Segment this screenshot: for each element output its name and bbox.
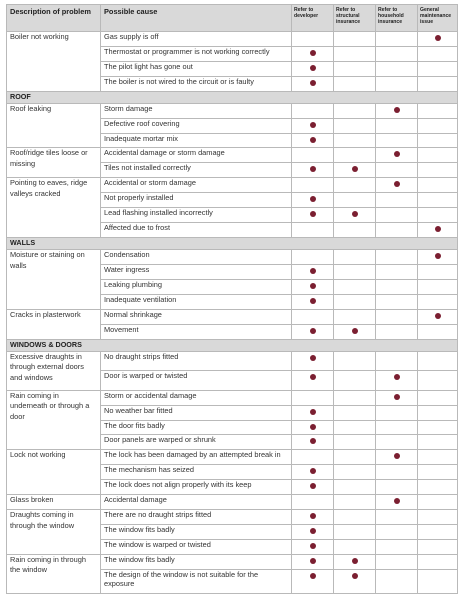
maintenance-mark-cell	[418, 480, 458, 495]
possible-cause: Accidental damage	[101, 495, 292, 510]
filled-circle-icon	[394, 107, 400, 113]
section-header-row	[7, 91, 458, 103]
filled-circle-icon	[310, 283, 316, 289]
household-insurance-mark-cell	[376, 208, 418, 223]
filled-circle-icon	[394, 374, 400, 380]
header-row	[7, 5, 458, 32]
structural-insurance-mark-cell	[334, 539, 376, 554]
household-insurance-mark-cell	[376, 539, 418, 554]
filled-circle-icon	[310, 468, 316, 474]
filled-circle-icon	[394, 453, 400, 459]
possible-cause: Storm or accidental damage	[101, 390, 292, 405]
section-header-row	[7, 339, 458, 351]
developer-mark-cell	[292, 539, 334, 554]
filled-circle-icon	[310, 211, 316, 217]
developer-mark-cell	[292, 405, 334, 420]
possible-cause: Inadequate mortar mix	[101, 133, 292, 148]
possible-cause: The lock has been damaged by an attempted break in	[101, 450, 292, 465]
structural-insurance-mark-cell	[334, 118, 376, 133]
structural-insurance-mark-cell	[334, 554, 376, 569]
possible-cause: The boiler is not wired to the circuit or is faulty	[101, 76, 292, 91]
possible-cause: Door is warped or twisted	[101, 371, 292, 391]
maintenance-mark-cell	[418, 420, 458, 435]
household-insurance-mark-cell	[376, 46, 418, 61]
possible-cause: Inadequate ventilation	[101, 294, 292, 309]
structural-insurance-mark-cell	[334, 450, 376, 465]
filled-circle-icon	[394, 394, 400, 400]
structural-insurance-mark-cell	[334, 495, 376, 510]
structural-insurance-mark-cell	[334, 510, 376, 525]
household-insurance-mark-cell	[376, 465, 418, 480]
filled-circle-icon	[310, 355, 316, 361]
problem-description: Pointing to eaves, ridge valleys cracked	[7, 178, 101, 238]
possible-cause: Gas supply is off	[101, 32, 292, 47]
developer-mark-cell	[292, 554, 334, 569]
developer-mark-cell	[292, 294, 334, 309]
household-insurance-mark-cell	[376, 405, 418, 420]
maintenance-table	[6, 4, 458, 594]
header-description: Description of problem	[7, 5, 101, 32]
problem-description: Excessive draughts in through external doors and windows	[7, 351, 101, 390]
household-insurance-mark-cell	[376, 148, 418, 163]
household-insurance-mark-cell	[376, 178, 418, 193]
filled-circle-icon	[310, 438, 316, 444]
section-title: ROOF	[7, 91, 458, 103]
structural-insurance-mark-cell	[334, 435, 376, 450]
header-possible-cause: Possible cause	[101, 5, 292, 32]
developer-mark-cell	[292, 510, 334, 525]
maintenance-mark-cell	[418, 133, 458, 148]
filled-circle-icon	[310, 196, 316, 202]
maintenance-mark-cell	[418, 148, 458, 163]
developer-mark-cell	[292, 495, 334, 510]
structural-insurance-mark-cell	[334, 223, 376, 238]
structural-insurance-mark-cell	[334, 133, 376, 148]
maintenance-mark-cell	[418, 178, 458, 193]
structural-insurance-mark-cell	[334, 405, 376, 420]
maintenance-mark-cell	[418, 163, 458, 178]
problem-description: Moisture or staining on walls	[7, 250, 101, 310]
structural-insurance-mark-cell	[334, 76, 376, 91]
developer-mark-cell	[292, 178, 334, 193]
household-insurance-mark-cell	[376, 309, 418, 324]
header-refer-developer: Refer to developer	[292, 5, 334, 32]
filled-circle-icon	[435, 313, 441, 319]
maintenance-mark-cell	[418, 390, 458, 405]
table-row	[7, 495, 458, 510]
maintenance-mark-cell	[418, 61, 458, 76]
problem-description: Roof/ridge tiles loose or missing	[7, 148, 101, 178]
filled-circle-icon	[310, 374, 316, 380]
filled-circle-icon	[310, 268, 316, 274]
structural-insurance-mark-cell	[334, 250, 376, 265]
household-insurance-mark-cell	[376, 450, 418, 465]
maintenance-mark-cell	[418, 32, 458, 47]
maintenance-mark-cell	[418, 465, 458, 480]
filled-circle-icon	[352, 558, 358, 564]
structural-insurance-mark-cell	[334, 193, 376, 208]
filled-circle-icon	[352, 328, 358, 334]
household-insurance-mark-cell	[376, 279, 418, 294]
possible-cause: Condensation	[101, 250, 292, 265]
table-row	[7, 178, 458, 193]
household-insurance-mark-cell	[376, 525, 418, 540]
filled-circle-icon	[435, 226, 441, 232]
structural-insurance-mark-cell	[334, 420, 376, 435]
filled-circle-icon	[310, 409, 316, 415]
developer-mark-cell	[292, 465, 334, 480]
table-row	[7, 351, 458, 371]
structural-insurance-mark-cell	[334, 390, 376, 405]
header-general-maintenance: General maintenance issue	[418, 5, 458, 32]
possible-cause: Door panels are warped or shrunk	[101, 435, 292, 450]
possible-cause: Lead flashing installed incorrectly	[101, 208, 292, 223]
structural-insurance-mark-cell	[334, 351, 376, 371]
maintenance-mark-cell	[418, 208, 458, 223]
developer-mark-cell	[292, 223, 334, 238]
maintenance-mark-cell	[418, 309, 458, 324]
structural-insurance-mark-cell	[334, 163, 376, 178]
maintenance-mark-cell	[418, 569, 458, 593]
developer-mark-cell	[292, 208, 334, 223]
filled-circle-icon	[310, 513, 316, 519]
developer-mark-cell	[292, 480, 334, 495]
section-header-row	[7, 238, 458, 250]
possible-cause: Affected due to frost	[101, 223, 292, 238]
table-row	[7, 554, 458, 569]
possible-cause: Normal shrinkage	[101, 309, 292, 324]
structural-insurance-mark-cell	[334, 324, 376, 339]
developer-mark-cell	[292, 148, 334, 163]
developer-mark-cell	[292, 324, 334, 339]
structural-insurance-mark-cell	[334, 525, 376, 540]
maintenance-mark-cell	[418, 405, 458, 420]
filled-circle-icon	[394, 181, 400, 187]
developer-mark-cell	[292, 309, 334, 324]
household-insurance-mark-cell	[376, 61, 418, 76]
problem-description: Cracks in plasterwork	[7, 309, 101, 339]
maintenance-mark-cell	[418, 324, 458, 339]
household-insurance-mark-cell	[376, 324, 418, 339]
developer-mark-cell	[292, 32, 334, 47]
possible-cause: The window fits badly	[101, 525, 292, 540]
structural-insurance-mark-cell	[334, 279, 376, 294]
possible-cause: There are no draught strips fitted	[101, 510, 292, 525]
developer-mark-cell	[292, 569, 334, 593]
filled-circle-icon	[435, 253, 441, 259]
filled-circle-icon	[310, 328, 316, 334]
filled-circle-icon	[310, 137, 316, 143]
developer-mark-cell	[292, 351, 334, 371]
header-refer-household-insurance: Refer to household insurance	[376, 5, 418, 32]
maintenance-mark-cell	[418, 193, 458, 208]
possible-cause: Storm damage	[101, 103, 292, 118]
table-row	[7, 450, 458, 465]
table-row	[7, 309, 458, 324]
maintenance-mark-cell	[418, 279, 458, 294]
filled-circle-icon	[310, 166, 316, 172]
section-title: WALLS	[7, 238, 458, 250]
developer-mark-cell	[292, 163, 334, 178]
household-insurance-mark-cell	[376, 163, 418, 178]
filled-circle-icon	[310, 543, 316, 549]
household-insurance-mark-cell	[376, 390, 418, 405]
developer-mark-cell	[292, 371, 334, 391]
filled-circle-icon	[310, 424, 316, 430]
maintenance-mark-cell	[418, 495, 458, 510]
household-insurance-mark-cell	[376, 250, 418, 265]
possible-cause: The door fits badly	[101, 420, 292, 435]
developer-mark-cell	[292, 61, 334, 76]
filled-circle-icon	[435, 35, 441, 41]
developer-mark-cell	[292, 250, 334, 265]
structural-insurance-mark-cell	[334, 148, 376, 163]
possible-cause: No weather bar fitted	[101, 405, 292, 420]
filled-circle-icon	[310, 483, 316, 489]
household-insurance-mark-cell	[376, 76, 418, 91]
problem-description: Boiler not working	[7, 32, 101, 92]
maintenance-mark-cell	[418, 539, 458, 554]
structural-insurance-mark-cell	[334, 61, 376, 76]
developer-mark-cell	[292, 193, 334, 208]
table-body	[7, 32, 458, 594]
structural-insurance-mark-cell	[334, 309, 376, 324]
possible-cause: Tiles not installed correctly	[101, 163, 292, 178]
problem-description: Roof leaking	[7, 103, 101, 148]
filled-circle-icon	[394, 498, 400, 504]
possible-cause: Movement	[101, 324, 292, 339]
household-insurance-mark-cell	[376, 264, 418, 279]
possible-cause: Leaking plumbing	[101, 279, 292, 294]
household-insurance-mark-cell	[376, 435, 418, 450]
filled-circle-icon	[310, 122, 316, 128]
filled-circle-icon	[310, 298, 316, 304]
structural-insurance-mark-cell	[334, 178, 376, 193]
maintenance-mark-cell	[418, 371, 458, 391]
structural-insurance-mark-cell	[334, 32, 376, 47]
structural-insurance-mark-cell	[334, 465, 376, 480]
maintenance-mark-cell	[418, 250, 458, 265]
structural-insurance-mark-cell	[334, 294, 376, 309]
filled-circle-icon	[310, 80, 316, 86]
household-insurance-mark-cell	[376, 371, 418, 391]
possible-cause: The design of the window is not suitable for the exposure	[101, 569, 292, 593]
household-insurance-mark-cell	[376, 193, 418, 208]
developer-mark-cell	[292, 118, 334, 133]
household-insurance-mark-cell	[376, 480, 418, 495]
household-insurance-mark-cell	[376, 133, 418, 148]
table-row	[7, 32, 458, 47]
possible-cause: No draught strips fitted	[101, 351, 292, 371]
possible-cause: The pilot light has gone out	[101, 61, 292, 76]
structural-insurance-mark-cell	[334, 46, 376, 61]
structural-insurance-mark-cell	[334, 371, 376, 391]
maintenance-mark-cell	[418, 223, 458, 238]
developer-mark-cell	[292, 103, 334, 118]
section-title: WINDOWS & DOORS	[7, 339, 458, 351]
household-insurance-mark-cell	[376, 103, 418, 118]
problem-description: Glass broken	[7, 495, 101, 510]
filled-circle-icon	[310, 558, 316, 564]
developer-mark-cell	[292, 264, 334, 279]
developer-mark-cell	[292, 279, 334, 294]
possible-cause: The lock does not align properly with its keep	[101, 480, 292, 495]
maintenance-mark-cell	[418, 76, 458, 91]
developer-mark-cell	[292, 76, 334, 91]
developer-mark-cell	[292, 420, 334, 435]
filled-circle-icon	[352, 166, 358, 172]
filled-circle-icon	[310, 573, 316, 579]
header-refer-structural-insurance: Refer to structural insurance	[334, 5, 376, 32]
problem-description: Rain coming in through the window	[7, 554, 101, 593]
structural-insurance-mark-cell	[334, 569, 376, 593]
filled-circle-icon	[352, 211, 358, 217]
household-insurance-mark-cell	[376, 223, 418, 238]
maintenance-mark-cell	[418, 46, 458, 61]
household-insurance-mark-cell	[376, 495, 418, 510]
possible-cause: The window fits badly	[101, 554, 292, 569]
possible-cause: Not properly installed	[101, 193, 292, 208]
filled-circle-icon	[352, 573, 358, 579]
household-insurance-mark-cell	[376, 554, 418, 569]
household-insurance-mark-cell	[376, 510, 418, 525]
maintenance-mark-cell	[418, 525, 458, 540]
household-insurance-mark-cell	[376, 420, 418, 435]
maintenance-mark-cell	[418, 351, 458, 371]
possible-cause: Defective roof covering	[101, 118, 292, 133]
structural-insurance-mark-cell	[334, 264, 376, 279]
filled-circle-icon	[310, 65, 316, 71]
developer-mark-cell	[292, 390, 334, 405]
maintenance-mark-cell	[418, 103, 458, 118]
maintenance-mark-cell	[418, 264, 458, 279]
maintenance-mark-cell	[418, 294, 458, 309]
developer-mark-cell	[292, 133, 334, 148]
table-row	[7, 148, 458, 163]
developer-mark-cell	[292, 46, 334, 61]
household-insurance-mark-cell	[376, 569, 418, 593]
table-row	[7, 103, 458, 118]
structural-insurance-mark-cell	[334, 480, 376, 495]
filled-circle-icon	[310, 528, 316, 534]
possible-cause: Accidental damage or storm damage	[101, 148, 292, 163]
problem-description: Lock not working	[7, 450, 101, 495]
filled-circle-icon	[394, 151, 400, 157]
possible-cause: Thermostat or programmer is not working correctly	[101, 46, 292, 61]
problem-description: Rain coming in underneath or through a door	[7, 390, 101, 450]
table-row	[7, 250, 458, 265]
household-insurance-mark-cell	[376, 294, 418, 309]
maintenance-mark-cell	[418, 510, 458, 525]
household-insurance-mark-cell	[376, 118, 418, 133]
maintenance-mark-cell	[418, 554, 458, 569]
developer-mark-cell	[292, 450, 334, 465]
maintenance-mark-cell	[418, 435, 458, 450]
problem-description: Draughts coming in through the window	[7, 510, 101, 555]
filled-circle-icon	[310, 50, 316, 56]
possible-cause: The window is warped or twisted	[101, 539, 292, 554]
structural-insurance-mark-cell	[334, 103, 376, 118]
maintenance-mark-cell	[418, 450, 458, 465]
table-row	[7, 510, 458, 525]
table-row	[7, 390, 458, 405]
possible-cause: Accidental or storm damage	[101, 178, 292, 193]
developer-mark-cell	[292, 525, 334, 540]
structural-insurance-mark-cell	[334, 208, 376, 223]
developer-mark-cell	[292, 435, 334, 450]
maintenance-mark-cell	[418, 118, 458, 133]
household-insurance-mark-cell	[376, 351, 418, 371]
possible-cause: The mechanism has seized	[101, 465, 292, 480]
possible-cause: Water ingress	[101, 264, 292, 279]
household-insurance-mark-cell	[376, 32, 418, 47]
